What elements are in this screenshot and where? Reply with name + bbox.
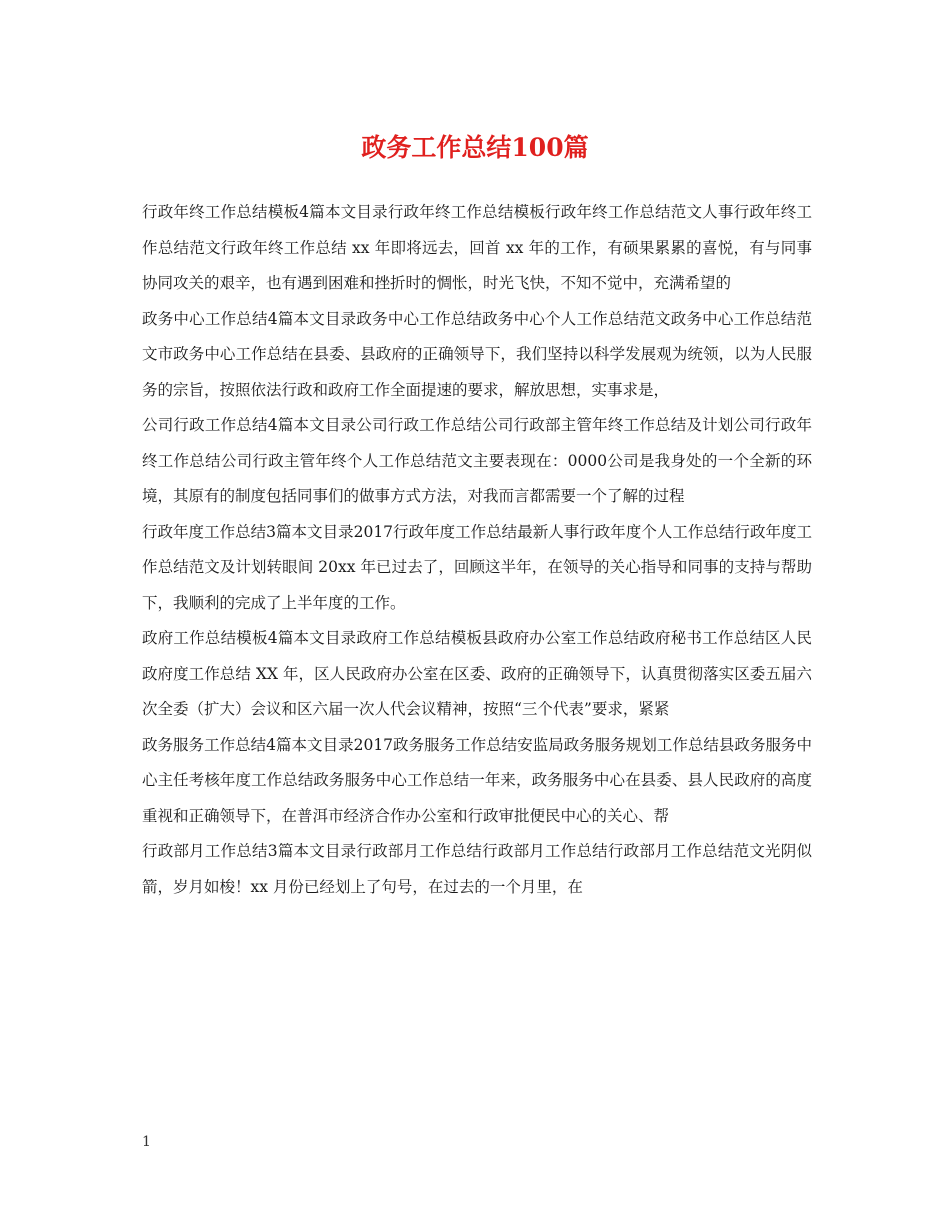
paragraph-6: 政务服务工作总结4篇本文目录2017政务服务工作总结安监局政务服务规划工作总结县政务服务中心主任考核年度工作总结政务服务中心工作总结一年来，政务服务中心在县委、县人民政府的高度重视和正确领导下，在普洱市经济合作办公室和行政审批便民中心的关心、帮: [142, 735, 812, 825]
paragraph-4: 行政年度工作总结3篇本文目录2017行政年度工作总结最新人事行政年度个人工作总结行政年度工作总结范文及计划转眼间 20xx 年已过去了，回顾这半年，在领导的关心指导和同事的支持与帮助下，我顺利的完成了上半年度的工作。: [142, 522, 812, 612]
paragraph-1: 行政年终工作总结模板4篇本文目录行政年终工作总结模板行政年终工作总结范文人事行政年终工作总结范文行政年终工作总结 xx 年即将远去，回首 xx 年的工作，有硕果累累的喜悦，有与同事协同攻关的艰辛，也有遇到困难和挫折时的惆怅，时光飞快，不知不觉中，充满希望的: [142, 203, 812, 292]
paragraph-7: 行政部月工作总结3篇本文目录行政部月工作总结行政部月工作总结行政部月工作总结范文光阴似箭，岁月如梭！xx 月份已经划上了句号，在过去的一个月里，在: [142, 842, 812, 896]
document-body: [142, 195, 812, 905]
document-title: 政务工作总结100篇: [361, 133, 589, 162]
page-number: 1: [142, 1134, 151, 1150]
paragraph-3: 公司行政工作总结4篇本文目录公司行政工作总结公司行政部主管年终工作总结及计划公司行政年终工作总结公司行政主管年终个人工作总结范文主要表现在：0000公司是我身处的一个全新的环境，其原有的制度包括同事们的做事方式方法，对我而言都需要一个了解的过程: [142, 416, 812, 505]
paragraph-2: 政务中心工作总结4篇本文目录政务中心工作总结政务中心个人工作总结范文政务中心工作总结范文市政务中心工作总结在县委、县政府的正确领导下，我们坚持以科学发展观为统领，以为人民服务的宗旨，按照依法行政和政府工作全面提速的要求，解放思想，实事求是，: [142, 309, 812, 399]
paragraph-5: 政府工作总结模板4篇本文目录政府工作总结模板县政府办公室工作总结政府秘书工作总结区人民政府度工作总结 XX 年，区人民政府办公室在区委、政府的正确领导下，认真贯彻落实区委五届六次全委（扩大）会议和区六届一次人代会议精神，按照“三个代表”要求，紧紧: [142, 629, 812, 718]
